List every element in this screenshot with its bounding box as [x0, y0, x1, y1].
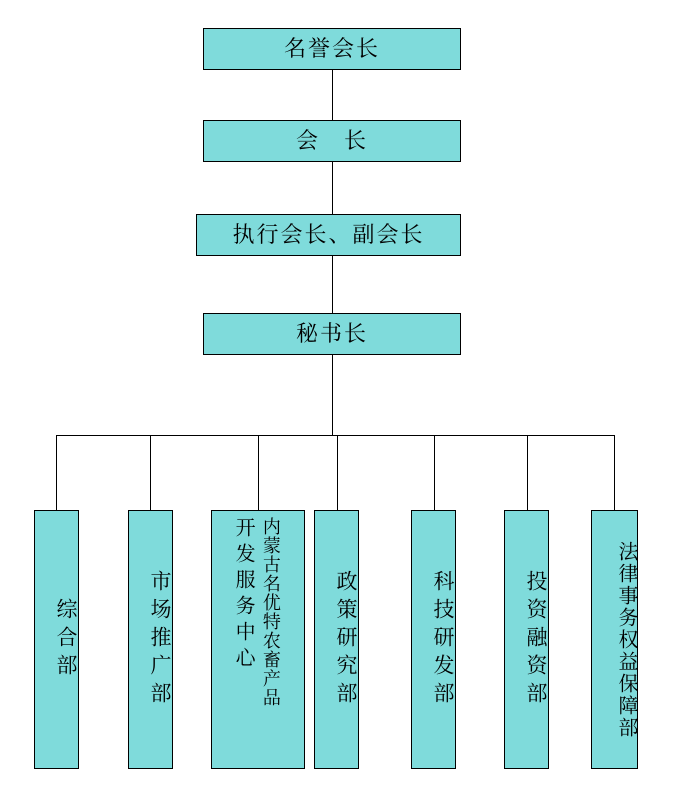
- node-secretary-general[interactable]: [203, 313, 461, 355]
- node-honorary-president[interactable]: [203, 28, 461, 70]
- node-science-tech-rd[interactable]: [411, 510, 456, 769]
- drop-line-investment-financing: [527, 435, 528, 510]
- node-label: 秘书长: [295, 320, 368, 346]
- connector-executive-to-secretary: [332, 256, 333, 313]
- drop-line-general-office: [56, 435, 57, 510]
- node-label: 政策研究部: [334, 569, 358, 710]
- node-label-col1: 内蒙古名优特农畜产品: [260, 517, 281, 707]
- node-label: 科技研发部: [431, 569, 455, 710]
- drop-line-science-tech-rd: [434, 435, 435, 510]
- node-investment-financing[interactable]: [504, 510, 549, 769]
- connector-honorary-to-president: [332, 70, 333, 120]
- connector-secretary-to-bus: [332, 355, 333, 435]
- node-policy-research[interactable]: [314, 510, 359, 769]
- drop-line-legal-affairs: [614, 435, 615, 510]
- drop-line-inner-mongolia-center: [258, 435, 259, 510]
- drop-line-market-promotion: [150, 435, 151, 510]
- node-market-promotion[interactable]: [128, 510, 173, 769]
- node-executive-vice-president[interactable]: [196, 214, 461, 256]
- node-label: 法律事务权益保障部: [615, 540, 637, 739]
- node-inner-mongolia-products-center[interactable]: [211, 510, 305, 769]
- node-legal-affairs-rights[interactable]: [591, 510, 638, 769]
- node-general-office[interactable]: [34, 510, 79, 769]
- node-label: 名誉会长: [283, 35, 380, 61]
- node-label: 综合部: [54, 597, 78, 682]
- node-label: 会 长: [295, 127, 368, 153]
- node-label-col2: 开发服务中心: [232, 517, 255, 673]
- drop-line-policy-research: [337, 435, 338, 510]
- connector-president-to-executive: [332, 162, 333, 214]
- node-president[interactable]: [203, 120, 461, 162]
- node-label: 市场推广部: [148, 569, 172, 710]
- node-label: 执行会长、副会长: [232, 221, 425, 247]
- node-label: 投资融资部: [524, 569, 548, 710]
- department-bus-line: [56, 435, 615, 436]
